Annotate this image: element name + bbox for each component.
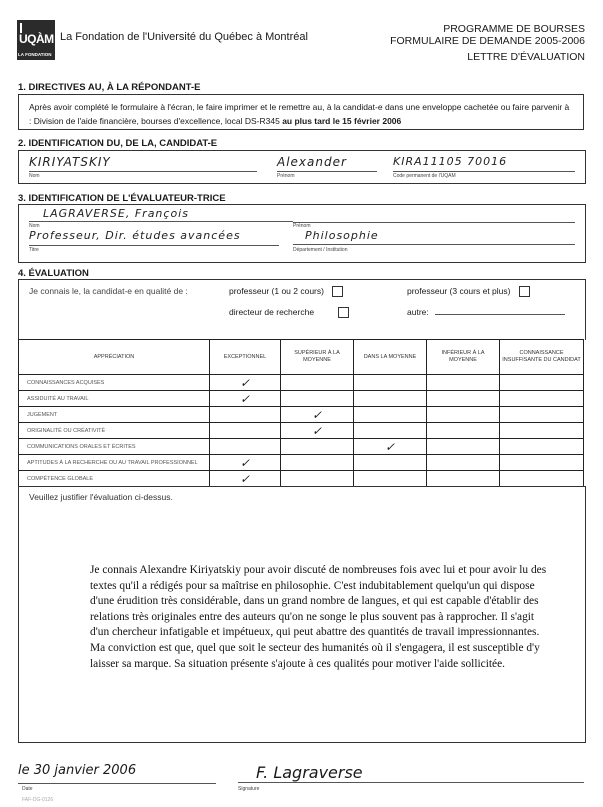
grid-row-label: JUGEMENT: [19, 407, 210, 423]
grid-row: [19, 391, 584, 407]
evaluation-grid: [18, 339, 584, 487]
form-title: FORMULAIRE DE DEMANDE 2005-2006: [390, 35, 585, 47]
program-header: [390, 23, 585, 63]
evaluator-prenom-label: Prénom: [293, 223, 311, 229]
grid-row: [19, 423, 584, 439]
option-prof-1-2-label: professeur (1 ou 2 cours): [229, 286, 324, 296]
grid-rating-cell[interactable]: [281, 391, 354, 407]
grid-rating-cell[interactable]: [281, 455, 354, 471]
grid-rating-cell[interactable]: [500, 471, 584, 487]
form-type: LETTRE D'ÉVALUATION: [467, 51, 585, 63]
candidate-last-name-label: Nom: [29, 173, 40, 179]
evaluator-title-field[interactable]: Professeur, Dir. études avancées: [29, 229, 279, 246]
col-insuffisante: CONNAISSANCE INSUFFISANTE DU CANDIDAT: [500, 340, 584, 375]
grid-row-label: CONNAISSANCES ACQUISES: [19, 375, 210, 391]
section-4-title: 4. ÉVALUATION: [18, 268, 89, 279]
grid-rating-cell[interactable]: [281, 407, 354, 423]
evaluator-name-field[interactable]: LAGRAVERSE, François: [29, 207, 293, 222]
grid-rating-cell[interactable]: [500, 423, 584, 439]
check-mark-icon: ✓: [384, 439, 396, 454]
logo-subtext: LA FONDATION: [18, 52, 52, 57]
col-superieur: SUPÉRIEUR À LA MOYENNE: [281, 340, 354, 375]
option-other: [407, 307, 565, 317]
program-title: PROGRAMME DE BOURSES: [443, 23, 585, 35]
candidate-permanent-code-label: Code permanent de l'UQAM: [393, 173, 456, 179]
grid-rating-cell[interactable]: [354, 407, 427, 423]
grid-row-label: ORIGINALITÉ OU CRÉATIVITÉ: [19, 423, 210, 439]
grid-row-label: COMPÉTENCE GLOBALE: [19, 471, 210, 487]
check-mark-icon: ✓: [239, 391, 251, 406]
check-mark-icon: ✓: [239, 375, 251, 390]
grid-rating-cell[interactable]: [500, 375, 584, 391]
option-prof-3-plus: [407, 286, 530, 297]
col-appreciation: APPRÉCIATION: [19, 340, 210, 375]
check-mark-icon: ✓: [311, 423, 323, 438]
grid-rating-cell[interactable]: [210, 423, 281, 439]
grid-row: [19, 471, 584, 487]
grid-rating-cell[interactable]: [210, 455, 281, 471]
evaluator-prenom-line: [293, 221, 575, 223]
grid-rating-cell[interactable]: [354, 471, 427, 487]
date-field[interactable]: le 30 janvier 2006: [18, 763, 216, 784]
grid-rating-cell[interactable]: [281, 375, 354, 391]
grid-row-label: COMMUNICATIONS ORALES ET ÉCRITES: [19, 439, 210, 455]
directives-text: Après avoir complété le formulaire à l'écran, le faire imprimer et le remettre au, à la candidat-e dans une enveloppe cachetée ou faire parvenir à : Division de l'aide financière, bourses d'excellence, local DS-R345: [29, 102, 570, 126]
grid-rating-cell[interactable]: [500, 439, 584, 455]
option-research-director: [229, 307, 349, 318]
col-inferieur: INFÉRIEUR À LA MOYENNE: [427, 340, 500, 375]
option-prof-3-plus-label: professeur (3 cours et plus): [407, 286, 511, 296]
option-prof-1-2-checkbox[interactable]: [332, 286, 343, 297]
relationship-label: Je connais le, la candidat-e en qualité de :: [29, 286, 188, 296]
grid-rating-cell[interactable]: [354, 423, 427, 439]
directives-box: [18, 94, 584, 130]
grid-rating-cell[interactable]: [281, 423, 354, 439]
col-exceptionnel: EXCEPTIONNEL: [210, 340, 281, 375]
grid-rating-cell[interactable]: [427, 471, 500, 487]
grid-rating-cell[interactable]: [500, 391, 584, 407]
grid-rating-cell[interactable]: [500, 455, 584, 471]
check-mark-icon: ✓: [239, 455, 251, 470]
relationship-box: [18, 279, 586, 340]
grid-rating-cell[interactable]: [427, 423, 500, 439]
evaluator-box: [18, 204, 586, 263]
evaluator-department-field[interactable]: Philosophie: [293, 229, 575, 245]
section-3-title: 3. IDENTIFICATION DE L'ÉVALUATEUR-TRICE: [18, 193, 226, 204]
option-research-director-checkbox[interactable]: [338, 307, 349, 318]
logo-text: UQÀM: [19, 32, 54, 46]
grid-header-row: [19, 340, 584, 375]
date-label: Date: [22, 786, 33, 792]
grid-rating-cell[interactable]: [210, 439, 281, 455]
grid-rating-cell[interactable]: [281, 471, 354, 487]
grid-row: [19, 375, 584, 391]
grid-rating-cell[interactable]: [427, 407, 500, 423]
justification-label: Veuillez justifier l'évaluation ci-dessus.: [29, 492, 173, 502]
directives-deadline: au plus tard le 15 février 2006: [279, 116, 402, 126]
check-mark-icon: ✓: [239, 471, 251, 486]
candidate-first-name-field[interactable]: Alexander: [277, 155, 377, 172]
grid-rating-cell[interactable]: [500, 407, 584, 423]
organization-name: La Fondation de l'Université du Québec à Montréal: [60, 31, 308, 43]
grid-rating-cell[interactable]: [354, 375, 427, 391]
grid-rating-cell[interactable]: [427, 455, 500, 471]
signature-label: Signature: [238, 786, 260, 792]
grid-rating-cell[interactable]: [427, 391, 500, 407]
signature-field[interactable]: F. Lagraverse: [238, 763, 584, 783]
grid-row: [19, 439, 584, 455]
grid-row: [19, 407, 584, 423]
section-2-title: 2. IDENTIFICATION DU, DE LA, CANDIDAT-E: [18, 138, 218, 149]
candidate-first-name-label: Prénom: [277, 173, 295, 179]
grid-rating-cell[interactable]: [354, 455, 427, 471]
grid-rating-cell[interactable]: [427, 375, 500, 391]
evaluator-department-label: Département / Institution: [293, 247, 348, 253]
evaluator-name-label: Nom: [29, 223, 40, 229]
justification-text: Je connais Alexandre Kiriyatskiy pour avoir discuté de nombreuses fois avec lui et pour avoir lu des textes qu'il a rédigés pour sa maîtrise en philosophie. C'est indubitablement quelqu'un qui dispose d'une érudition très considérable, dans un grand nombre de langues, et qui est capable d'établir des relations très originales entre des auteurs qu'on ne songe le plus souvent pas à rapprocher. Il s'agit d'un chercheur infatigable et impétueux, qui peut abattre des quantités de travail impressionnantes. Ma conviction est que, quel que soit le secteur des humanités où il s'engagera, il est susceptible d'y laisser sa marque. Sa situation présente s'ajoute à ces qualités pour motiver l'aide sollicitée.: [90, 564, 547, 670]
col-moyenne: DANS LA MOYENNE: [354, 340, 427, 375]
form-code: FAF-DG-0126: [22, 797, 54, 803]
grid-rating-cell[interactable]: [354, 391, 427, 407]
grid-rating-cell[interactable]: [210, 407, 281, 423]
grid-rating-cell[interactable]: [281, 439, 354, 455]
option-research-director-label: directeur de recherche: [229, 307, 315, 317]
grid-rating-cell[interactable]: [210, 375, 281, 391]
check-mark-icon: ✓: [311, 407, 323, 422]
grid-rating-cell[interactable]: [354, 439, 427, 455]
grid-row-label: APTITUDES À LA RECHERCHE OU AU TRAVAIL PROFESSIONNEL: [19, 455, 210, 471]
grid-row-label: ASSIDUITÉ AU TRAVAIL: [19, 391, 210, 407]
candidate-last-name-field[interactable]: KIRIYATSKIY: [29, 155, 257, 172]
grid-rating-cell[interactable]: [427, 439, 500, 455]
section-1-title: 1. DIRECTIVES AU, À LA RÉPONDANT-E: [18, 82, 201, 93]
evaluator-title-label: Titre: [29, 247, 39, 253]
option-other-field[interactable]: [435, 314, 565, 315]
option-prof-3-plus-checkbox[interactable]: [519, 286, 530, 297]
option-other-label: autre:: [407, 307, 429, 317]
option-prof-1-2: [229, 286, 343, 297]
grid-row: [19, 455, 584, 471]
candidate-permanent-code-field[interactable]: KIRA11105 70016: [393, 155, 575, 172]
uqam-foundation-logo: [17, 20, 55, 60]
grid-rating-cell[interactable]: [210, 391, 281, 407]
grid-rating-cell[interactable]: [210, 471, 281, 487]
candidate-box: [18, 150, 586, 184]
